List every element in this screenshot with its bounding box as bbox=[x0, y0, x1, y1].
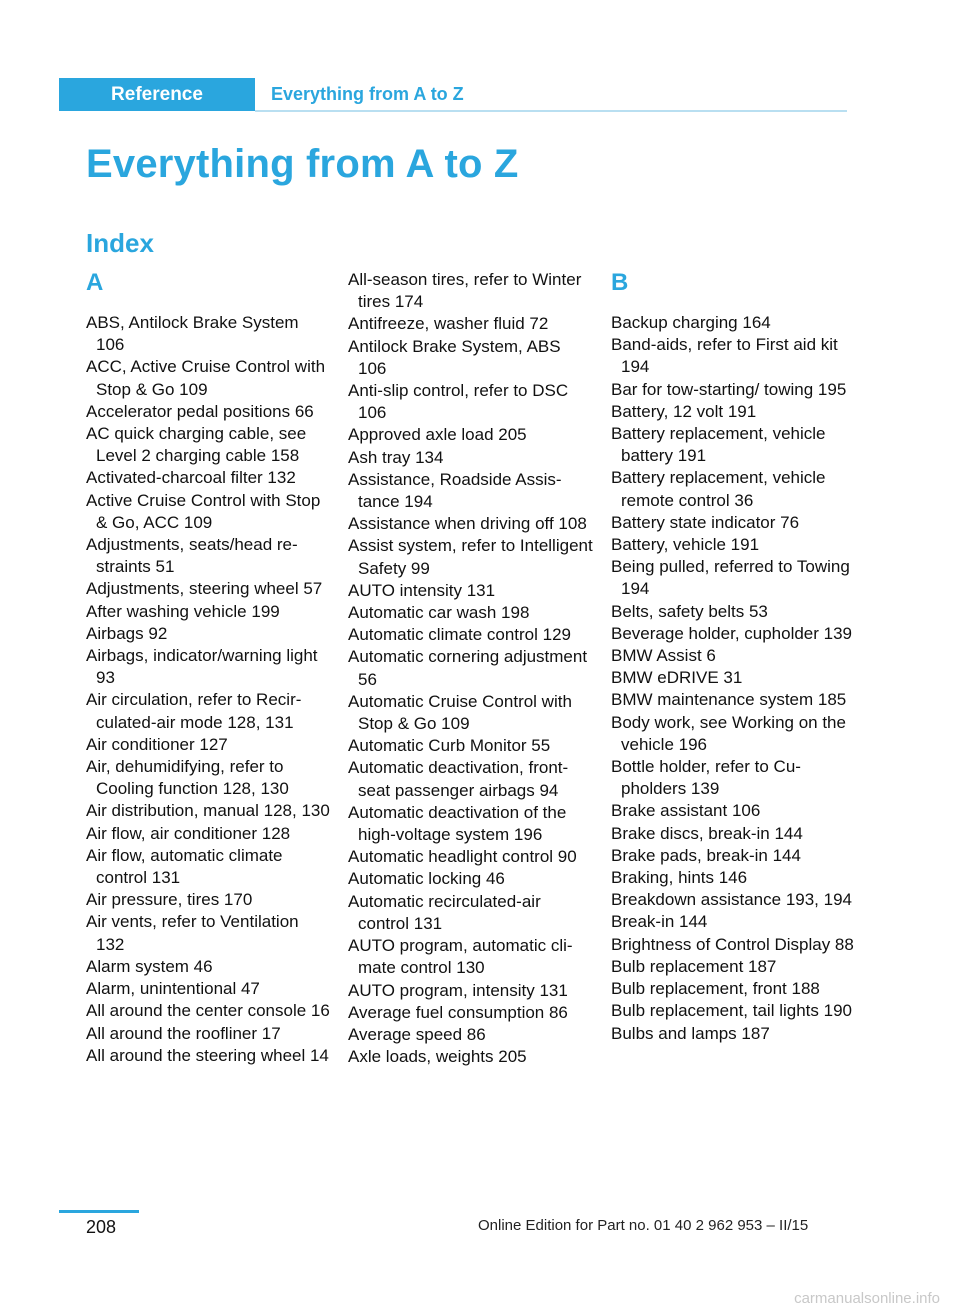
index-entry: AC quick charging cable, see Level 2 charging cable 158 bbox=[86, 424, 307, 466]
index-entry: Bulb replacement 187 bbox=[611, 956, 777, 976]
index-entry: All around the steering wheel 14 bbox=[86, 1045, 329, 1065]
index-entry: All-season tires, refer to Winter tires 174 bbox=[348, 270, 582, 312]
index-entry: ACC, Active Cruise Control with Stop & Go 109 bbox=[86, 357, 326, 399]
index-column-b bbox=[348, 269, 593, 1068]
index-entry: BMW eDRIVE 31 bbox=[611, 668, 743, 688]
index-entry: BMW Assist 6 bbox=[611, 646, 716, 666]
index-entry: Body work, see Working on the vehicle 196 bbox=[611, 712, 846, 754]
index-entry: Braking, hints 146 bbox=[611, 868, 748, 888]
index-column-c bbox=[611, 268, 856, 1045]
index-entry: After washing vehicle 199 bbox=[86, 601, 280, 621]
index-entry: Alarm, unintentional 47 bbox=[86, 979, 260, 999]
index-entry: Automatic locking 46 bbox=[348, 869, 505, 889]
index-entry: Breakdown assistance 193, 194 bbox=[611, 890, 852, 910]
index-entry: Assistance, Roadside Assistance 194 bbox=[348, 469, 562, 512]
index-entry: Ash tray 134 bbox=[348, 447, 444, 467]
index-entry: Bulb replacement, tail lights 190 bbox=[611, 1001, 852, 1021]
index-entry: Backup charging 164 bbox=[611, 313, 771, 332]
index-entry: Air, dehumidifying, refer to Cooling function 128, 130 bbox=[86, 757, 289, 799]
index-entry: Air distribution, manual 128, 130 bbox=[86, 801, 330, 821]
index-entry: Brake assistant 106 bbox=[611, 801, 761, 821]
index-list bbox=[611, 312, 856, 1045]
index-entry: Approved axle load 205 bbox=[348, 425, 527, 445]
index-entry: Air flow, air conditioner 128 bbox=[86, 823, 291, 843]
index-entry: ABS, Antilock Brake System 106 bbox=[86, 313, 299, 355]
index-entry: Brake discs, break-in 144 bbox=[611, 823, 803, 843]
index-entry: Antilock Brake System, ABS 106 bbox=[348, 336, 561, 378]
index-entry: Beverage holder, cupholder 139 bbox=[611, 623, 853, 643]
index-list bbox=[348, 269, 593, 1068]
index-entry: BMW maintenance system 185 bbox=[611, 690, 847, 710]
index-entry: Alarm system 46 bbox=[86, 956, 213, 976]
page-number: 208 bbox=[86, 1217, 117, 1237]
index-entry: AUTO intensity 131 bbox=[348, 580, 496, 600]
index-entry: Battery replacement, vehicle battery 191 bbox=[611, 424, 826, 466]
header-tab bbox=[59, 78, 255, 111]
index-entry: Adjustments, steering wheel 57 bbox=[86, 579, 323, 599]
index-entry: Air conditioner 127 bbox=[86, 734, 228, 754]
index-entry: All around the roofliner 17 bbox=[86, 1023, 281, 1043]
index-entry: Automatic Cruise Control with Stop & Go 109 bbox=[348, 691, 572, 734]
footer-rule bbox=[59, 1210, 139, 1213]
index-entry: Automatic deactivation of the high-voltage system 196 bbox=[348, 802, 567, 845]
index-entry: Assistance when driving off 108 bbox=[348, 514, 587, 534]
index-entry: AUTO program, intensity 131 bbox=[348, 980, 568, 1000]
index-entry: Accelerator pedal positions 66 bbox=[86, 401, 314, 421]
index-entry: Air circulation, refer to Recirculated-air mode 128, 131 bbox=[86, 690, 302, 732]
index-entry: Axle loads, weights 205 bbox=[348, 1047, 527, 1067]
index-entry: Average speed 86 bbox=[348, 1024, 486, 1044]
header-rule bbox=[255, 110, 847, 112]
section-title: Index bbox=[86, 228, 154, 258]
index-entry: Air vents, refer to Ventilation 132 bbox=[86, 912, 299, 954]
index-entry: Battery replacement, vehicle remote control 36 bbox=[611, 468, 826, 510]
index-entry: Air flow, automatic climate control 131 bbox=[86, 845, 283, 888]
index-entry: All around the center console 16 bbox=[86, 1001, 330, 1021]
footer-edition: Online Edition for Part no. 01 40 2 962 953 – II/15 bbox=[478, 1217, 809, 1234]
index-entry: Activated-charcoal filter 132 bbox=[86, 468, 296, 488]
index-entry: Anti-slip control, refer to DSC 106 bbox=[348, 381, 569, 423]
index-entry: Bottle holder, refer to Cupholders 139 bbox=[611, 757, 801, 799]
index-entry: Automatic deactivation, front-seat passenger airbags 94 bbox=[348, 758, 569, 800]
index-entry: Airbags 92 bbox=[86, 623, 168, 643]
index-entry: Assist system, refer to Intelligent Safety 99 bbox=[348, 536, 593, 578]
index-entry: Automatic climate control 129 bbox=[348, 625, 571, 645]
index-entry: Battery, 12 volt 191 bbox=[611, 401, 757, 421]
index-entry: AUTO program, automatic climate control 130 bbox=[348, 936, 573, 978]
index-entry: Belts, safety belts 53 bbox=[611, 601, 768, 621]
index-entry: Automatic car wash 198 bbox=[348, 603, 530, 623]
index-entry: Bar for tow-starting/ towing 195 bbox=[611, 379, 847, 399]
index-list bbox=[86, 312, 331, 1067]
index-entry: Automatic cornering adjustment 56 bbox=[348, 647, 588, 689]
index-entry: Battery state indicator 76 bbox=[611, 512, 800, 532]
index-entry: Automatic Curb Monitor 55 bbox=[348, 736, 551, 756]
index-entry: Average fuel consumption 86 bbox=[348, 1002, 568, 1022]
header-bar bbox=[59, 78, 847, 111]
index-entry: Being pulled, referred to Towing 194 bbox=[611, 557, 850, 599]
header-section-label: Everything from A to Z bbox=[271, 84, 464, 104]
index-entry: Automatic headlight control 90 bbox=[348, 847, 577, 867]
index-entry: Adjustments, seats/head restraints 51 bbox=[86, 535, 298, 577]
index-column-a bbox=[86, 268, 331, 1067]
page-title: Everything from A to Z bbox=[86, 142, 519, 186]
index-entry: Battery, vehicle 191 bbox=[611, 535, 760, 555]
index-entry: Airbags, indicator/warning light 93 bbox=[86, 646, 318, 688]
index-letter-heading: A bbox=[86, 269, 104, 296]
index-entry: Automatic recirculated-air control 131 bbox=[348, 891, 541, 933]
header-tab-label: Reference bbox=[111, 84, 203, 105]
index-letter-heading: B bbox=[611, 269, 629, 296]
watermark: carmanualsonline.info bbox=[794, 1290, 940, 1307]
index-entry: Bulb replacement, front 188 bbox=[611, 979, 820, 999]
index-entry: Break-in 144 bbox=[611, 912, 708, 932]
index-entry: Brake pads, break-in 144 bbox=[611, 845, 801, 865]
index-entry: Active Cruise Control with Stop & Go, ACC 109 bbox=[86, 490, 321, 532]
index-entry: Antifreeze, washer fluid 72 bbox=[348, 314, 549, 334]
index-entry: Air pressure, tires 170 bbox=[86, 890, 253, 910]
index-entry: Band-aids, refer to First aid kit 194 bbox=[611, 335, 838, 377]
index-entry: Brightness of Control Display 88 bbox=[611, 934, 854, 954]
index-entry: Bulbs and lamps 187 bbox=[611, 1023, 770, 1043]
